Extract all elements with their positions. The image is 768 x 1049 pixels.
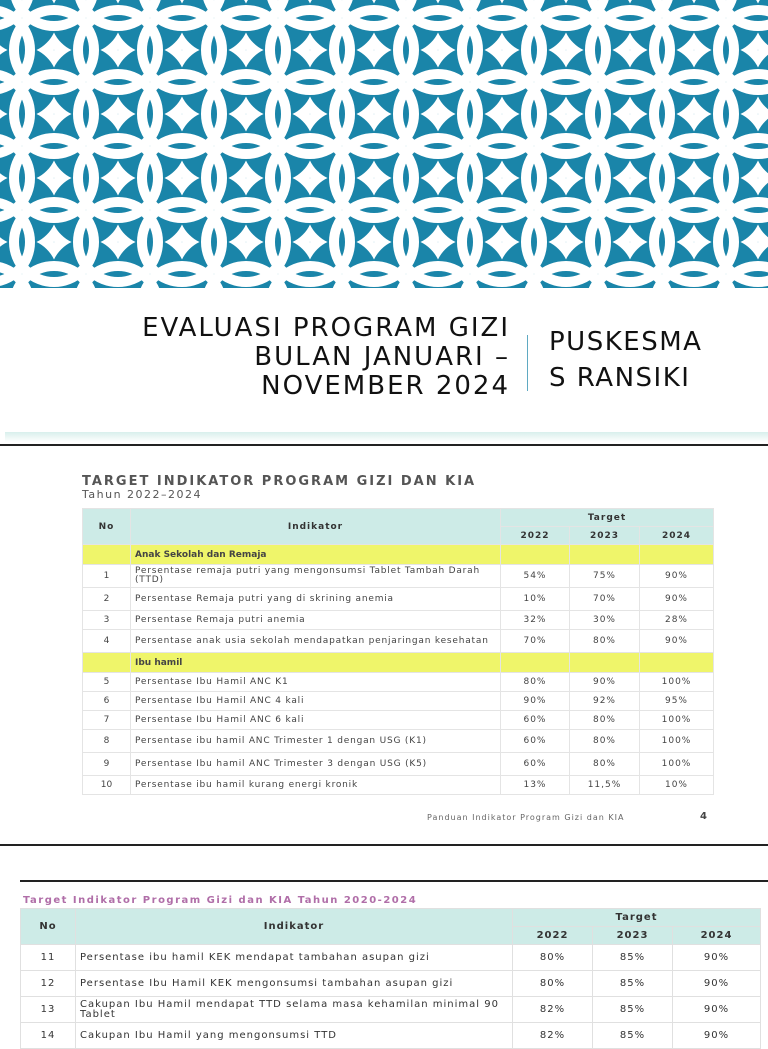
header-year-2023: 2023 <box>570 527 640 545</box>
row-indikator: Cakupan Ibu Hamil yang mengonsumsi TTD <box>76 1023 513 1049</box>
table-row <box>83 692 714 711</box>
header-indikator: Indikator <box>76 909 513 945</box>
row-target-2022: 70% <box>501 630 570 653</box>
section-row <box>83 653 714 673</box>
row-no: 11 <box>21 945 76 971</box>
section-row <box>83 545 714 565</box>
row-target-2023: 90% <box>570 673 640 692</box>
row-target-2022: 54% <box>501 565 570 588</box>
slide-1-subtitle: Tahun 2022–2024 <box>82 488 203 501</box>
row-target-2023: 80% <box>570 630 640 653</box>
header-year-2023: 2023 <box>593 927 673 945</box>
row-indikator: Persentase Ibu Hamil ANC K1 <box>131 673 501 692</box>
row-target-2024: 100% <box>640 730 714 753</box>
row-target-2024: 90% <box>673 1023 761 1049</box>
table-row <box>83 611 714 630</box>
row-target-2024: 90% <box>640 565 714 588</box>
table-row <box>83 673 714 692</box>
title-divider <box>527 335 528 391</box>
row-target-2022: 60% <box>501 730 570 753</box>
slide-1-title: TARGET INDIKATOR PROGRAM GIZI DAN KIA <box>82 474 477 489</box>
table-row <box>83 588 714 611</box>
row-target-2022: 60% <box>501 753 570 776</box>
row-no: 13 <box>21 997 76 1023</box>
row-no: 1 <box>83 565 131 588</box>
section-label: Anak Sekolah dan Remaja <box>131 545 501 565</box>
header-no: No <box>83 509 131 545</box>
header-target: Target <box>501 509 714 527</box>
row-no: 8 <box>83 730 131 753</box>
page-title <box>142 314 510 401</box>
row-no: 5 <box>83 673 131 692</box>
row-target-2024: 10% <box>640 776 714 795</box>
row-indikator: Persentase ibu hamil ANC Trimester 1 dengan USG (K1) <box>131 730 501 753</box>
row-target-2023: 70% <box>570 588 640 611</box>
row-target-2024: 90% <box>673 997 761 1023</box>
header-no: No <box>21 909 76 945</box>
row-target-2022: 90% <box>501 692 570 711</box>
title-line-1: EVALUASI PROGRAM GIZI <box>142 313 510 343</box>
subtitle-line-1: PUSKESMA <box>549 327 703 357</box>
row-indikator: Persentase ibu hamil kurang energi kronik <box>131 776 501 795</box>
header-target: Target <box>513 909 761 927</box>
table-row <box>83 753 714 776</box>
row-no: 6 <box>83 692 131 711</box>
row-indikator: Persentase Ibu Hamil ANC 4 kali <box>131 692 501 711</box>
row-target-2022: 13% <box>501 776 570 795</box>
row-indikator: Persentase Ibu Hamil KEK mengonsumsi tambahan asupan gizi <box>76 971 513 997</box>
subtitle-line-2: S RANSIKI <box>549 363 691 393</box>
table-row <box>21 1023 761 1049</box>
slide-1-bottom-rule <box>0 844 768 846</box>
row-target-2022: 82% <box>513 1023 593 1049</box>
row-target-2023: 80% <box>570 711 640 730</box>
header-year-2024: 2024 <box>640 527 714 545</box>
row-target-2023: 85% <box>593 1023 673 1049</box>
row-indikator: Persentase anak usia sekolah mendapatkan penjaringan kesehatan <box>131 630 501 653</box>
header-year-2024: 2024 <box>673 927 761 945</box>
row-target-2024: 100% <box>640 673 714 692</box>
row-target-2022: 80% <box>513 971 593 997</box>
table-row <box>83 776 714 795</box>
row-no: 9 <box>83 753 131 776</box>
row-target-2023: 75% <box>570 565 640 588</box>
row-target-2022: 32% <box>501 611 570 630</box>
table-2-body <box>21 945 761 1049</box>
decorative-banner <box>0 0 768 288</box>
row-target-2022: 10% <box>501 588 570 611</box>
row-target-2024: 95% <box>640 692 714 711</box>
slide-1-page-number: 4 <box>700 811 707 822</box>
row-no: 3 <box>83 611 131 630</box>
row-target-2022: 60% <box>501 711 570 730</box>
row-target-2023: 30% <box>570 611 640 630</box>
indicator-table-2 <box>20 908 761 1049</box>
row-target-2023: 80% <box>570 730 640 753</box>
row-target-2024: 100% <box>640 753 714 776</box>
slide-2-title: Target Indikator Program Gizi dan KIA Tahun 2020-2024 <box>23 895 418 906</box>
table-row <box>83 730 714 753</box>
table-row <box>83 630 714 653</box>
row-target-2023: 80% <box>570 753 640 776</box>
organization-name <box>549 324 702 396</box>
header-year-2022: 2022 <box>513 927 593 945</box>
row-no: 2 <box>83 588 131 611</box>
indicator-table-1 <box>82 508 714 795</box>
slide-2-top-rule <box>20 880 768 882</box>
header-indikator: Indikator <box>131 509 501 545</box>
row-target-2023: 85% <box>593 997 673 1023</box>
row-no: 14 <box>21 1023 76 1049</box>
row-target-2024: 90% <box>640 630 714 653</box>
row-target-2022: 80% <box>513 945 593 971</box>
circle-pattern-graphic <box>0 0 768 288</box>
row-no: 7 <box>83 711 131 730</box>
slide-1-top-rule <box>0 444 768 446</box>
row-target-2024: 90% <box>673 971 761 997</box>
table-1-body <box>83 545 714 795</box>
row-target-2024: 28% <box>640 611 714 630</box>
row-indikator: Persentase remaja putri yang mengonsumsi Tablet Tambah Darah (TTD) <box>131 565 501 588</box>
row-indikator: Persentase Remaja putri anemia <box>131 611 501 630</box>
row-target-2024: 100% <box>640 711 714 730</box>
row-target-2022: 80% <box>501 673 570 692</box>
table-row <box>83 711 714 730</box>
row-target-2023: 85% <box>593 945 673 971</box>
section-label: Ibu hamil <box>131 653 501 673</box>
title-line-3: NOVEMBER 2024 <box>261 371 510 401</box>
row-indikator: Persentase ibu hamil KEK mendapat tambahan asupan gizi <box>76 945 513 971</box>
row-target-2024: 90% <box>673 945 761 971</box>
row-target-2023: 11,5% <box>570 776 640 795</box>
row-indikator: Persentase Remaja putri yang di skrining anemia <box>131 588 501 611</box>
row-target-2023: 85% <box>593 971 673 997</box>
row-indikator: Persentase Ibu Hamil ANC 6 kali <box>131 711 501 730</box>
row-indikator: Cakupan Ibu Hamil mendapat TTD selama masa kehamilan minimal 90 Tablet <box>76 997 513 1023</box>
table-row <box>21 997 761 1023</box>
title-line-2: BULAN JANUARI – <box>254 342 510 372</box>
row-target-2024: 90% <box>640 588 714 611</box>
row-target-2023: 92% <box>570 692 640 711</box>
table-row <box>21 945 761 971</box>
row-no: 4 <box>83 630 131 653</box>
table-row <box>83 565 714 588</box>
table-row <box>21 971 761 997</box>
header-year-2022: 2022 <box>501 527 570 545</box>
row-indikator: Persentase Ibu hamil ANC Trimester 3 dengan USG (K5) <box>131 753 501 776</box>
row-target-2022: 82% <box>513 997 593 1023</box>
slide-1-footer: Panduan Indikator Program Gizi dan KIA <box>427 813 625 822</box>
row-no: 10 <box>83 776 131 795</box>
row-no: 12 <box>21 971 76 997</box>
